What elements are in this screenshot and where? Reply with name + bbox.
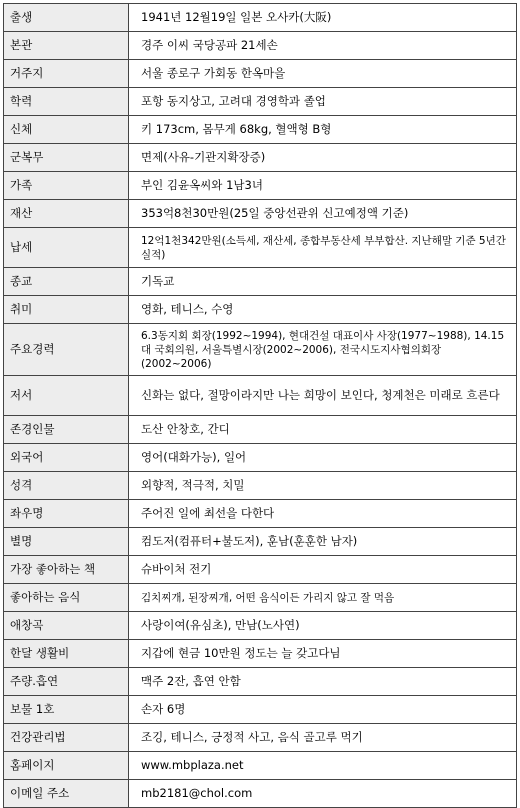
row-value: 외향적, 적극적, 치밀 <box>129 472 517 500</box>
table-row <box>4 724 517 752</box>
table-row <box>4 32 517 60</box>
row-label: 본관 <box>4 32 129 60</box>
row-value: 12억1천342만원(소득세, 재산세, 종합부동산세 부부합산. 지난해말 기준 5년간 실적) <box>129 228 517 268</box>
table-row <box>4 500 517 528</box>
row-value: 면제(사유-기관지확장증) <box>129 144 517 172</box>
row-label: 종교 <box>4 268 129 296</box>
row-label: 주량.흡연 <box>4 668 129 696</box>
row-label: 저서 <box>4 376 129 416</box>
row-label: 취미 <box>4 296 129 324</box>
row-label: 한달 생활비 <box>4 640 129 668</box>
row-value: 신화는 없다, 절망이라지만 나는 희망이 보인다, 청계천은 미래로 흐른다 <box>129 376 517 416</box>
row-value: 손자 6명 <box>129 696 517 724</box>
row-label: 성격 <box>4 472 129 500</box>
row-value: 조깅, 테니스, 긍정적 사고, 음식 골고루 먹기 <box>129 724 517 752</box>
row-value: 사랑이여(유심초), 만남(노사연) <box>129 612 517 640</box>
table-row <box>4 444 517 472</box>
row-value: 김치찌개, 된장찌개, 어떤 음식이든 가리지 않고 잘 먹음 <box>129 584 517 612</box>
table-row <box>4 200 517 228</box>
row-value: 기독교 <box>129 268 517 296</box>
row-value: 서울 종로구 가회동 한옥마을 <box>129 60 517 88</box>
table-row <box>4 696 517 724</box>
row-label: 신체 <box>4 116 129 144</box>
row-value: mb2181@chol.com <box>129 780 517 808</box>
table-row <box>4 268 517 296</box>
table-row <box>4 752 517 780</box>
row-label: 주요경력 <box>4 324 129 376</box>
row-label: 재산 <box>4 200 129 228</box>
table-row <box>4 584 517 612</box>
row-value: 주어진 일에 최선을 다한다 <box>129 500 517 528</box>
row-value: 부인 김윤옥씨와 1남3녀 <box>129 172 517 200</box>
row-label: 출생 <box>4 4 129 32</box>
table-row <box>4 88 517 116</box>
row-value: 영화, 테니스, 수영 <box>129 296 517 324</box>
row-value: 슈바이처 전기 <box>129 556 517 584</box>
row-label: 가족 <box>4 172 129 200</box>
table-row <box>4 172 517 200</box>
row-label: 좌우명 <box>4 500 129 528</box>
row-label: 이메일 주소 <box>4 780 129 808</box>
table-row <box>4 612 517 640</box>
row-value: 경주 이씨 국당공파 21세손 <box>129 32 517 60</box>
table-row <box>4 376 517 416</box>
row-label: 별명 <box>4 528 129 556</box>
row-value: 컴도저(컴퓨터+불도저), 훈남(훈훈한 남자) <box>129 528 517 556</box>
row-value: 6.3동지회 회장(1992~1994), 현대건설 대표이사 사장(1977~1988), 14.15대 국회의원, 서울특별시장(2002~2006), 전국시도지사협의회장(2002~2006) <box>129 324 517 376</box>
table-row <box>4 640 517 668</box>
row-label: 외국어 <box>4 444 129 472</box>
table-row <box>4 144 517 172</box>
row-value: 353억8천30만원(25일 중앙선관위 신고예정액 기준) <box>129 200 517 228</box>
table-row <box>4 116 517 144</box>
profile-table <box>3 3 517 808</box>
row-label: 납세 <box>4 228 129 268</box>
row-value: 포항 동지상고, 고려대 경영학과 졸업 <box>129 88 517 116</box>
row-label: 거주지 <box>4 60 129 88</box>
table-row <box>4 228 517 268</box>
row-label: 존경인물 <box>4 416 129 444</box>
row-value: 도산 안창호, 간디 <box>129 416 517 444</box>
row-value: 지갑에 현금 10만원 정도는 늘 갖고다님 <box>129 640 517 668</box>
row-value: 영어(대화가능), 일어 <box>129 444 517 472</box>
row-value: 맥주 2잔, 흡연 안함 <box>129 668 517 696</box>
row-label: 애창곡 <box>4 612 129 640</box>
row-label: 가장 좋아하는 책 <box>4 556 129 584</box>
table-row <box>4 556 517 584</box>
table-row <box>4 60 517 88</box>
row-label: 보물 1호 <box>4 696 129 724</box>
table-row <box>4 4 517 32</box>
row-label: 좋아하는 음식 <box>4 584 129 612</box>
table-row <box>4 668 517 696</box>
table-row <box>4 472 517 500</box>
row-label: 홈페이지 <box>4 752 129 780</box>
row-value: www.mbplaza.net <box>129 752 517 780</box>
row-label: 학력 <box>4 88 129 116</box>
table-row <box>4 296 517 324</box>
row-label: 건강관리법 <box>4 724 129 752</box>
row-value: 키 173cm, 몸무게 68kg, 혈액형 B형 <box>129 116 517 144</box>
row-label: 군복무 <box>4 144 129 172</box>
table-row <box>4 416 517 444</box>
table-row <box>4 324 517 376</box>
row-value: 1941년 12월19일 일본 오사카(大阪) <box>129 4 517 32</box>
table-row <box>4 528 517 556</box>
